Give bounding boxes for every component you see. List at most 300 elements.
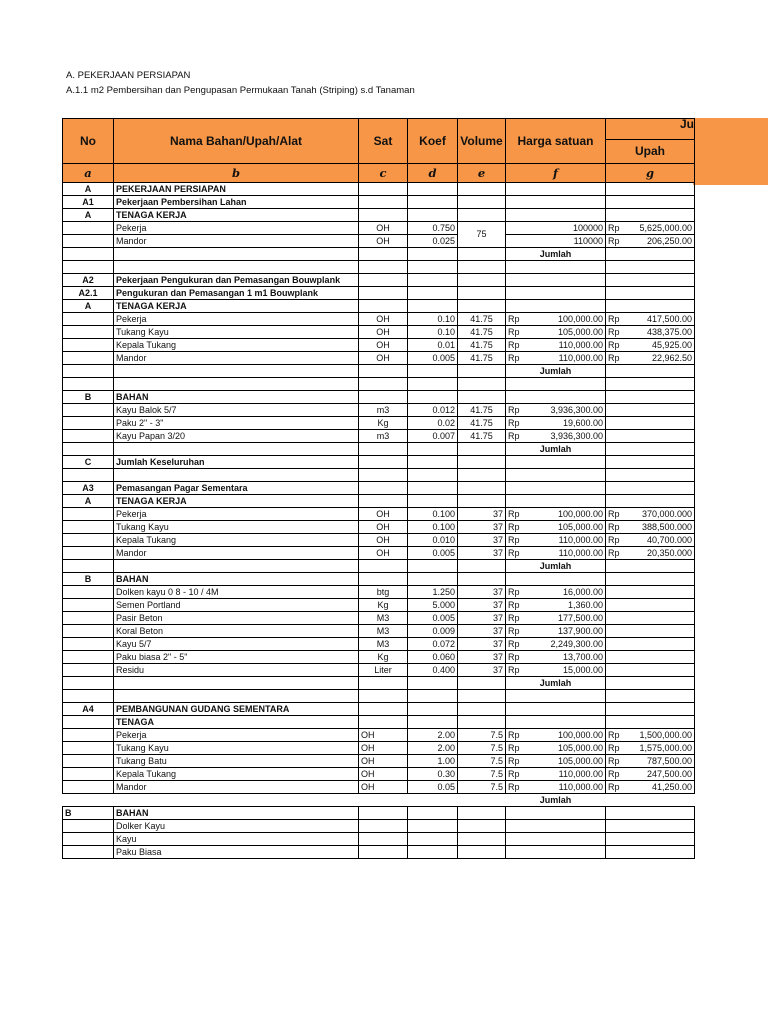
cell-upah xyxy=(606,222,695,235)
cell-name xyxy=(114,443,359,456)
cell-koef: 0.05 xyxy=(408,781,458,794)
cell-volume: 37 xyxy=(458,586,506,599)
cell-koef: 0.30 xyxy=(408,768,458,781)
cell-upah xyxy=(606,417,695,430)
cell-volume xyxy=(458,807,506,820)
table-row xyxy=(63,391,695,404)
price-value: 13,700.00 xyxy=(562,651,603,662)
cell-name: Tukang Batu xyxy=(114,755,359,768)
wage-value: 20,350.000 xyxy=(646,547,692,558)
currency-label: Rp xyxy=(508,326,520,337)
price-value: 100000 xyxy=(572,222,603,233)
table-row xyxy=(63,599,695,612)
cell-upah xyxy=(606,716,695,729)
cell-sat: Kg xyxy=(359,599,408,612)
table-row xyxy=(63,664,695,677)
cell-harga xyxy=(506,729,606,742)
currency-label: Rp xyxy=(508,404,520,415)
cell-harga xyxy=(506,391,606,404)
cell-harga: Jumlah xyxy=(506,365,606,378)
wage-value: 206,250.00 xyxy=(646,235,692,246)
cell-no xyxy=(63,404,114,417)
cell-sat xyxy=(359,690,408,703)
cell-volume: 37 xyxy=(458,547,506,560)
table-row xyxy=(63,677,695,690)
cell-sat xyxy=(359,846,408,859)
cell-sat: m3 xyxy=(359,430,408,443)
cell-no: A2 xyxy=(63,274,114,287)
cell-koef xyxy=(408,300,458,313)
cell-koef xyxy=(408,365,458,378)
col-letter: a xyxy=(63,164,114,183)
header-koef: Koef xyxy=(408,119,458,164)
price-value: 110,000.00 xyxy=(558,547,603,558)
wage-value: 1,575,000.00 xyxy=(639,742,692,753)
table-row xyxy=(63,521,695,534)
table-row xyxy=(63,846,695,859)
cell-koef xyxy=(408,469,458,482)
cell-koef xyxy=(408,248,458,261)
cell-sat xyxy=(359,833,408,846)
cell-upah xyxy=(606,573,695,586)
cell-no: A xyxy=(63,300,114,313)
cell-volume xyxy=(458,833,506,846)
currency-label: Rp xyxy=(608,508,620,519)
cell-volume: 41.75 xyxy=(458,404,506,417)
cell-koef xyxy=(408,833,458,846)
cell-upah xyxy=(606,482,695,495)
wage-value: 41,250.00 xyxy=(651,781,692,792)
cell-no xyxy=(63,742,114,755)
cell-name: Pengukuran dan Pemasangan 1 m1 Bouwplank xyxy=(114,287,359,300)
header-volume: Volume xyxy=(458,119,506,164)
cell-name: Dolker Kayu xyxy=(114,820,359,833)
cell-volume: 7.5 xyxy=(458,755,506,768)
header-upah: Upah xyxy=(606,140,695,164)
cell-koef xyxy=(408,287,458,300)
cell-name: Kayu xyxy=(114,833,359,846)
cell-name: TENAGA KERJA xyxy=(114,495,359,508)
cell-upah xyxy=(606,443,695,456)
cell-name xyxy=(114,690,359,703)
currency-label: Rp xyxy=(608,534,620,545)
cell-name: BAHAN xyxy=(114,391,359,404)
cell-no: C xyxy=(63,456,114,469)
price-value: 110,000.00 xyxy=(558,339,603,350)
cell-harga xyxy=(506,664,606,677)
cell-harga xyxy=(506,196,606,209)
table-row xyxy=(63,196,695,209)
table-row xyxy=(63,703,695,716)
cell-upah xyxy=(606,287,695,300)
cell-sat: M3 xyxy=(359,612,408,625)
table-row xyxy=(63,300,695,313)
table-row xyxy=(63,209,695,222)
cell-koef: 0.100 xyxy=(408,508,458,521)
cell-volume: 41.75 xyxy=(458,313,506,326)
cell-upah xyxy=(606,651,695,664)
cell-name: Mandor xyxy=(114,781,359,794)
cell-sat: OH xyxy=(359,768,408,781)
currency-label: Rp xyxy=(508,547,520,558)
cell-name: Tukang Kayu xyxy=(114,742,359,755)
currency-label: Rp xyxy=(608,547,620,558)
cell-no: A xyxy=(63,183,114,196)
cell-upah xyxy=(606,768,695,781)
cell-name: Kepala Tukang xyxy=(114,534,359,547)
cell-volume: 41.75 xyxy=(458,430,506,443)
cell-harga xyxy=(506,300,606,313)
table-row xyxy=(63,586,695,599)
price-value: 110,000.00 xyxy=(558,781,603,792)
cell-harga xyxy=(506,820,606,833)
cell-volume: 7.5 xyxy=(458,729,506,742)
cell-upah xyxy=(606,209,695,222)
cell-no xyxy=(63,365,114,378)
cell-name: Pasir Beton xyxy=(114,612,359,625)
cell-sat xyxy=(359,274,408,287)
cell-koef xyxy=(408,456,458,469)
cell-volume: 37 xyxy=(458,599,506,612)
cell-volume: 41.75 xyxy=(458,339,506,352)
cell-name xyxy=(114,248,359,261)
cell-sat xyxy=(359,469,408,482)
cell-sat: Liter xyxy=(359,664,408,677)
section-title: A. PEKERJAAN PERSIAPAN xyxy=(66,70,191,81)
price-value: 3,936,300.00 xyxy=(550,404,603,415)
currency-label: Rp xyxy=(508,430,520,441)
cell-no xyxy=(63,417,114,430)
cell-name: Kepala Tukang xyxy=(114,768,359,781)
cell-upah xyxy=(606,365,695,378)
cell-koef xyxy=(408,794,458,807)
cell-harga xyxy=(506,716,606,729)
cell-name: Kayu Papan 3/20 xyxy=(114,430,359,443)
cell-name: Mandor xyxy=(114,235,359,248)
cell-koef: 0.400 xyxy=(408,664,458,677)
price-value: 105,000.00 xyxy=(557,521,603,532)
cell-upah xyxy=(606,313,695,326)
cell-sat: Kg xyxy=(359,651,408,664)
cell-harga xyxy=(506,326,606,339)
table-row xyxy=(63,820,695,833)
cell-harga xyxy=(506,404,606,417)
cell-no xyxy=(63,768,114,781)
price-value: 100,000.00 xyxy=(557,313,603,324)
table-row xyxy=(63,690,695,703)
price-value: 19,600.00 xyxy=(562,417,603,428)
price-value: 100,000.00 xyxy=(557,508,603,519)
cell-harga xyxy=(506,209,606,222)
price-value: 16,000.00 xyxy=(562,586,603,597)
cell-koef: 2.00 xyxy=(408,729,458,742)
cell-name: Pekerja xyxy=(114,508,359,521)
cell-sat: OH xyxy=(359,755,408,768)
currency-label: Rp xyxy=(508,417,520,428)
cell-koef xyxy=(408,573,458,586)
cell-sat: btg xyxy=(359,586,408,599)
analysis-table xyxy=(62,118,695,859)
cell-no: B xyxy=(63,391,114,404)
cell-no xyxy=(63,235,114,248)
cell-no: B xyxy=(63,573,114,586)
table-row xyxy=(63,404,695,417)
table-row xyxy=(63,651,695,664)
currency-label: Rp xyxy=(608,326,620,337)
cell-sat: Kg xyxy=(359,417,408,430)
cell-sat: OH xyxy=(359,326,408,339)
header-no: No xyxy=(63,119,114,164)
price-value: 110,000.00 xyxy=(558,768,603,779)
cell-upah xyxy=(606,560,695,573)
cell-sat xyxy=(359,482,408,495)
cell-upah xyxy=(606,391,695,404)
col-letter: e xyxy=(458,164,506,183)
table-row xyxy=(63,716,695,729)
cell-volume: 37 xyxy=(458,651,506,664)
currency-label: Rp xyxy=(508,638,520,649)
currency-label: Rp xyxy=(508,599,520,610)
table-row xyxy=(63,469,695,482)
cell-volume xyxy=(458,248,506,261)
table-row xyxy=(63,768,695,781)
cell-volume xyxy=(458,196,506,209)
cell-koef xyxy=(408,274,458,287)
cell-koef: 0.012 xyxy=(408,404,458,417)
cell-koef xyxy=(408,209,458,222)
cell-name: Pekerja xyxy=(114,729,359,742)
wage-value: 417,500.00 xyxy=(646,313,692,324)
cell-volume xyxy=(458,677,506,690)
table-row xyxy=(63,287,695,300)
cell-koef: 5.000 xyxy=(408,599,458,612)
cell-sat xyxy=(359,209,408,222)
cell-sat: OH xyxy=(359,547,408,560)
cell-name: BAHAN xyxy=(114,807,359,820)
cell-sat xyxy=(359,807,408,820)
cell-name: Paku biasa 2" - 5" xyxy=(114,651,359,664)
cell-no xyxy=(63,664,114,677)
cell-sat xyxy=(359,261,408,274)
wage-value: 247,500.00 xyxy=(646,768,692,779)
cell-name: Mandor xyxy=(114,352,359,365)
cell-name xyxy=(114,560,359,573)
cell-sat xyxy=(359,443,408,456)
currency-label: Rp xyxy=(508,508,520,519)
table-row xyxy=(63,807,695,820)
table-row xyxy=(63,365,695,378)
cell-harga xyxy=(506,846,606,859)
cell-upah xyxy=(606,378,695,391)
cell-no xyxy=(63,261,114,274)
cell-koef xyxy=(408,495,458,508)
cell-sat: OH xyxy=(359,235,408,248)
cell-upah xyxy=(606,729,695,742)
table-row xyxy=(63,573,695,586)
table-row xyxy=(63,261,695,274)
cell-koef: 2.00 xyxy=(408,742,458,755)
cell-name: TENAGA KERJA xyxy=(114,209,359,222)
cell-sat xyxy=(359,677,408,690)
currency-label: Rp xyxy=(508,651,520,662)
cell-name: Tukang Kayu xyxy=(114,521,359,534)
cell-volume xyxy=(458,482,506,495)
subsection-title: A.1.1 m2 Pembersihan dan Pengupasan Permukaan Tanah (Striping) s.d Tanaman xyxy=(66,85,415,96)
cell-upah xyxy=(606,703,695,716)
table-row xyxy=(63,729,695,742)
cell-name: Pekerjaan Pembersihan Lahan xyxy=(114,196,359,209)
cell-sat xyxy=(359,365,408,378)
price-value: 110,000.00 xyxy=(558,534,603,545)
cell-sat: OH xyxy=(359,352,408,365)
cell-upah xyxy=(606,235,695,248)
cell-koef: 0.025 xyxy=(408,235,458,248)
cell-upah xyxy=(606,586,695,599)
table-row xyxy=(63,742,695,755)
table-row xyxy=(63,495,695,508)
cell-volume xyxy=(458,456,506,469)
cell-volume: 7.5 xyxy=(458,768,506,781)
cell-sat xyxy=(359,391,408,404)
cell-sat: M3 xyxy=(359,625,408,638)
cell-koef xyxy=(408,703,458,716)
table-row xyxy=(63,625,695,638)
cell-volume xyxy=(458,274,506,287)
cell-no xyxy=(63,560,114,573)
price-value: 3,936,300.00 xyxy=(550,430,603,441)
cell-name: Kepala Tukang xyxy=(114,339,359,352)
cell-upah xyxy=(606,742,695,755)
table-row xyxy=(63,235,695,248)
cell-harga xyxy=(506,430,606,443)
table-row xyxy=(63,248,695,261)
table-row xyxy=(63,378,695,391)
cell-sat xyxy=(359,300,408,313)
cell-sat: OH xyxy=(359,742,408,755)
cell-volume: 37 xyxy=(458,612,506,625)
cell-harga xyxy=(506,625,606,638)
cell-harga: Jumlah xyxy=(506,677,606,690)
cell-harga xyxy=(506,547,606,560)
cell-no: A4 xyxy=(63,703,114,716)
cell-upah xyxy=(606,495,695,508)
cell-upah xyxy=(606,404,695,417)
cell-koef xyxy=(408,807,458,820)
cell-koef: 0.005 xyxy=(408,547,458,560)
cell-harga xyxy=(506,768,606,781)
cell-koef: 0.01 xyxy=(408,339,458,352)
cell-name: Residu xyxy=(114,664,359,677)
cell-sat: OH xyxy=(359,508,408,521)
cell-volume: 37 xyxy=(458,638,506,651)
cell-sat xyxy=(359,248,408,261)
table-row xyxy=(63,443,695,456)
cell-no xyxy=(63,313,114,326)
table-row xyxy=(63,560,695,573)
cell-upah xyxy=(606,664,695,677)
table-row xyxy=(63,534,695,547)
cell-koef xyxy=(408,196,458,209)
cell-name: Pekerja xyxy=(114,222,359,235)
currency-label: Rp xyxy=(508,339,520,350)
currency-label: Rp xyxy=(508,625,520,636)
cell-harga xyxy=(506,456,606,469)
cell-koef: 0.100 xyxy=(408,521,458,534)
table-row xyxy=(63,755,695,768)
cell-harga xyxy=(506,183,606,196)
cell-koef xyxy=(408,391,458,404)
cell-upah xyxy=(606,677,695,690)
cell-upah xyxy=(606,339,695,352)
cell-volume xyxy=(458,703,506,716)
cell-harga: Jumlah xyxy=(506,248,606,261)
cell-harga xyxy=(506,599,606,612)
table-row xyxy=(63,638,695,651)
currency-label: Rp xyxy=(508,781,520,792)
col-letter: g xyxy=(606,164,695,183)
cell-harga xyxy=(506,755,606,768)
cell-volume xyxy=(458,560,506,573)
cell-volume: 41.75 xyxy=(458,417,506,430)
cell-upah xyxy=(606,261,695,274)
cell-upah xyxy=(606,183,695,196)
cell-koef xyxy=(408,677,458,690)
cell-harga xyxy=(506,703,606,716)
currency-label: Rp xyxy=(608,313,620,324)
cell-volume: 37 xyxy=(458,508,506,521)
cell-harga xyxy=(506,482,606,495)
cell-sat xyxy=(359,456,408,469)
cell-volume: 37 xyxy=(458,664,506,677)
col-letter: c xyxy=(359,164,408,183)
cell-no xyxy=(63,846,114,859)
wage-value: 787,500.00 xyxy=(646,755,692,766)
cell-koef: 0.009 xyxy=(408,625,458,638)
cell-name: TENAGA xyxy=(114,716,359,729)
cell-no xyxy=(63,755,114,768)
cell-name: Kayu Balok 5/7 xyxy=(114,404,359,417)
cell-no: A1 xyxy=(63,196,114,209)
cell-name xyxy=(114,365,359,378)
cell-upah xyxy=(606,534,695,547)
cell-name: Jumlah Keseluruhan xyxy=(114,456,359,469)
cell-harga xyxy=(506,521,606,534)
cell-volume xyxy=(458,495,506,508)
col-letter: b xyxy=(114,164,359,183)
table-row xyxy=(63,352,695,365)
cell-upah xyxy=(606,612,695,625)
currency-label: Rp xyxy=(508,313,520,324)
cell-upah xyxy=(606,456,695,469)
cell-sat: OH xyxy=(359,729,408,742)
price-value: 15,000.00 xyxy=(562,664,603,675)
cell-name: Koral Beton xyxy=(114,625,359,638)
cell-koef xyxy=(408,183,458,196)
cell-name: Mandor xyxy=(114,547,359,560)
cell-no xyxy=(63,443,114,456)
currency-label: Rp xyxy=(608,755,620,766)
cell-no xyxy=(63,820,114,833)
cell-volume: 7.5 xyxy=(458,781,506,794)
cell-upah xyxy=(606,690,695,703)
cell-no xyxy=(63,248,114,261)
cell-name: Pekerja xyxy=(114,313,359,326)
cell-volume xyxy=(458,365,506,378)
cell-name: PEMBANGUNAN GUDANG SEMENTARA xyxy=(114,703,359,716)
currency-label: Rp xyxy=(508,742,520,753)
wage-value: 40,700.000 xyxy=(646,534,692,545)
price-value: 100,000.00 xyxy=(557,729,603,740)
